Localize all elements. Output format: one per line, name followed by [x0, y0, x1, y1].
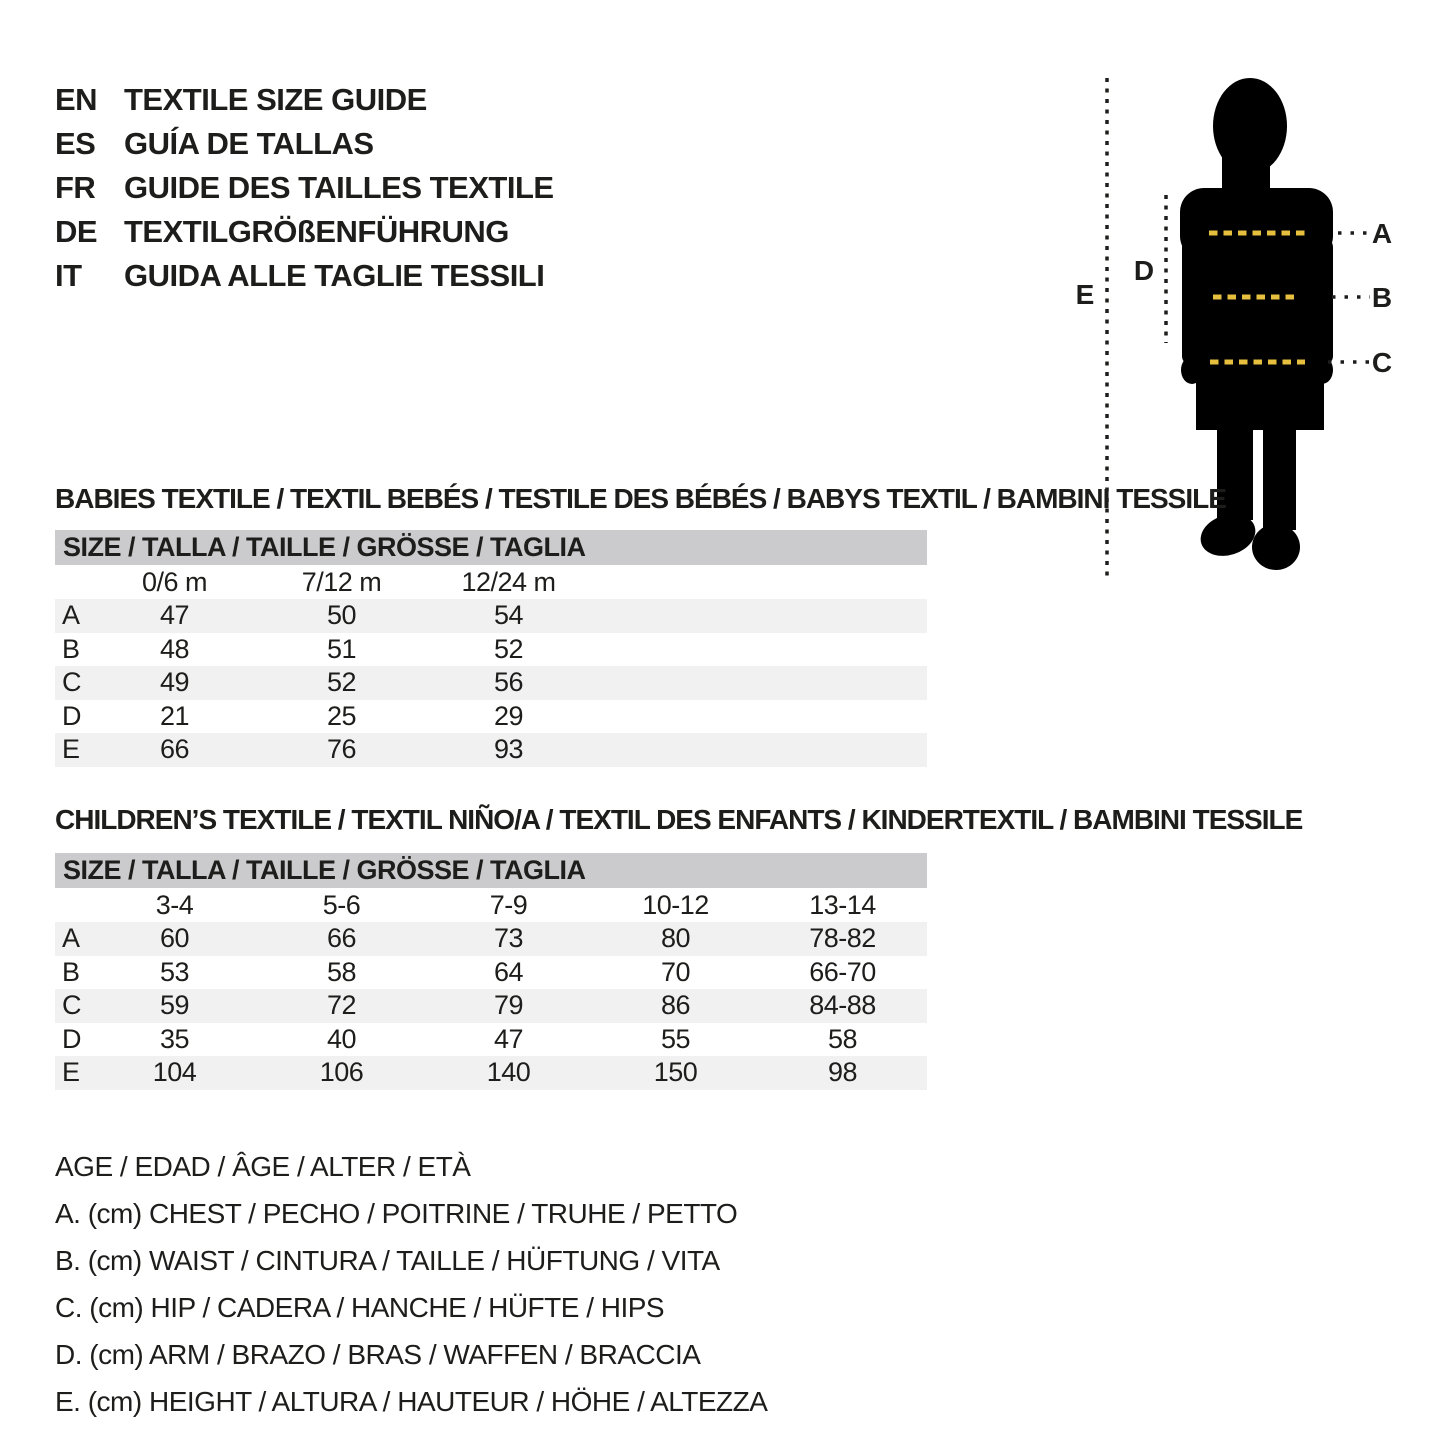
silhouette-left-hand: [1181, 356, 1203, 384]
children-row-e: [55, 1056, 927, 1090]
value-cell: 25: [326, 700, 357, 731]
value-cell: 35: [159, 1023, 190, 1054]
value-cell: 40: [326, 1023, 357, 1054]
value-cell: 21: [159, 700, 190, 731]
children-row-b: [55, 956, 927, 990]
value-cell: 29: [493, 700, 524, 731]
value-cell: 66: [326, 923, 357, 954]
silhouette-right-leg: [1263, 425, 1296, 530]
babies-col-header: 7/12 m: [301, 566, 382, 597]
children-col-header: 7-9: [489, 889, 528, 920]
language-code: IT: [55, 258, 82, 293]
value-cell: 80: [660, 923, 691, 954]
row-label: A: [62, 923, 80, 954]
value-cell: 73: [493, 923, 524, 954]
legend-age: AGE / EDAD / ÂGE / ALTER / ETÀ: [55, 1151, 471, 1182]
silhouette-right-shoe: [1252, 524, 1300, 570]
waist-label-b: B: [1371, 282, 1393, 313]
guide-title-de: TEXTILGRÖßENFÜHRUNG: [124, 214, 509, 249]
value-cell: 58: [326, 956, 357, 987]
value-cell: 52: [493, 633, 524, 664]
value-cell: 56: [493, 667, 524, 698]
guide-title-fr: GUIDE DES TAILLES TEXTILE: [124, 170, 554, 205]
row-label: C: [62, 667, 81, 698]
silhouette-right-hand: [1311, 356, 1333, 384]
value-cell: 53: [159, 956, 190, 987]
language-row-es: [55, 122, 554, 166]
height-label-e: E: [1075, 279, 1095, 310]
chest-label-a: A: [1371, 218, 1393, 249]
value-cell: 66: [159, 734, 190, 765]
row-label: C: [62, 990, 81, 1021]
babies-size-header-bar: SIZE / TALLA / TAILLE / GRÖSSE / TAGLIA: [55, 530, 927, 565]
value-cell: 64: [493, 956, 524, 987]
babies-row-c: [55, 666, 927, 700]
children-size-header-bar: SIZE / TALLA / TAILLE / GRÖSSE / TAGLIA: [55, 853, 927, 888]
value-cell: 84-88: [809, 990, 876, 1021]
babies-size-table: [55, 530, 927, 767]
babies-section-title: BABIES TEXTILE / TEXTIL BEBÉS / TESTILE DES BÉBÉS / BABYS TEXTIL / BAMBINI TESSILE: [55, 483, 1226, 514]
language-code: EN: [55, 82, 98, 117]
hip-label-c: C: [1371, 347, 1393, 378]
children-column-header-row: [55, 888, 927, 922]
measurement-legend: [55, 1143, 767, 1425]
value-cell: 140: [486, 1057, 531, 1088]
value-cell: 76: [326, 734, 357, 765]
children-section-title: CHILDREN’S TEXTILE / TEXTIL NIÑO/A / TEXTIL DES ENFANTS / KINDERTEXTIL / BAMBINI TESSILE: [55, 804, 1303, 835]
value-cell: 78-82: [809, 923, 876, 954]
legend-hip: C. (cm) HIP / CADERA / HANCHE / HÜFTE / HIPS: [55, 1292, 665, 1323]
guide-title-es: GUÍA DE TALLAS: [124, 126, 374, 161]
legend-chest: A. (cm) CHEST / PECHO / POITRINE / TRUHE / PETTO: [55, 1198, 738, 1229]
guide-title-it: GUIDA ALLE TAGLIE TESSILI: [124, 258, 545, 293]
babies-col-header: 12/24 m: [461, 566, 556, 597]
silhouette-right-arm: [1313, 238, 1333, 365]
babies-row-b: [55, 633, 927, 667]
language-code: ES: [55, 126, 96, 161]
children-row-a: [55, 922, 927, 956]
babies-row-d: [55, 700, 927, 734]
value-cell: 104: [152, 1057, 197, 1088]
language-code: DE: [55, 214, 98, 249]
children-row-c: [55, 989, 927, 1023]
value-cell: 49: [159, 667, 190, 698]
value-cell: 58: [827, 1023, 858, 1054]
legend-waist: B. (cm) WAIST / CINTURA / TAILLE / HÜFTUNG / VITA: [55, 1245, 720, 1276]
silhouette-left-arm: [1182, 238, 1202, 365]
arm-label-d: D: [1133, 255, 1155, 286]
legend-height: E. (cm) HEIGHT / ALTURA / HAUTEUR / HÖHE / ALTEZZA: [55, 1386, 768, 1417]
value-cell: 47: [159, 600, 190, 631]
row-label: D: [62, 1023, 81, 1054]
value-cell: 50: [326, 600, 357, 631]
value-cell: 70: [660, 956, 691, 987]
value-cell: 47: [493, 1023, 524, 1054]
children-col-header: 13-14: [809, 889, 876, 920]
language-row-en: [55, 78, 554, 122]
babies-col-header: 0/6 m: [141, 566, 208, 597]
value-cell: 79: [493, 990, 524, 1021]
language-row-it: [55, 254, 554, 298]
babies-row-e: [55, 733, 927, 767]
value-cell: 86: [660, 990, 691, 1021]
children-col-header: 3-4: [155, 889, 194, 920]
value-cell: 59: [159, 990, 190, 1021]
row-label: B: [62, 633, 80, 664]
row-label: E: [62, 1057, 80, 1088]
row-label: A: [62, 600, 80, 631]
value-cell: 55: [660, 1023, 691, 1054]
children-size-table: [55, 853, 927, 1090]
value-cell: 98: [827, 1057, 858, 1088]
value-cell: 150: [653, 1057, 698, 1088]
value-cell: 60: [159, 923, 190, 954]
babies-row-a: [55, 599, 927, 633]
language-row-fr: [55, 166, 554, 210]
value-cell: 48: [159, 633, 190, 664]
language-title-block: [55, 78, 554, 298]
children-col-header: 5-6: [322, 889, 361, 920]
row-label: D: [62, 700, 81, 731]
babies-column-header-row: [55, 565, 927, 599]
language-code: FR: [55, 170, 96, 205]
value-cell: 52: [326, 667, 357, 698]
value-cell: 72: [326, 990, 357, 1021]
value-cell: 51: [326, 633, 357, 664]
legend-arm: D. (cm) ARM / BRAZO / BRAS / WAFFEN / BRACCIA: [55, 1339, 701, 1370]
row-label: E: [62, 734, 80, 765]
value-cell: 106: [319, 1057, 364, 1088]
children-col-header: 10-12: [642, 889, 709, 920]
language-row-de: [55, 210, 554, 254]
value-cell: 93: [493, 734, 524, 765]
value-cell: 54: [493, 600, 524, 631]
value-cell: 66-70: [809, 956, 876, 987]
row-label: B: [62, 956, 80, 987]
children-row-d: [55, 1023, 927, 1057]
guide-title-en: TEXTILE SIZE GUIDE: [124, 82, 427, 117]
